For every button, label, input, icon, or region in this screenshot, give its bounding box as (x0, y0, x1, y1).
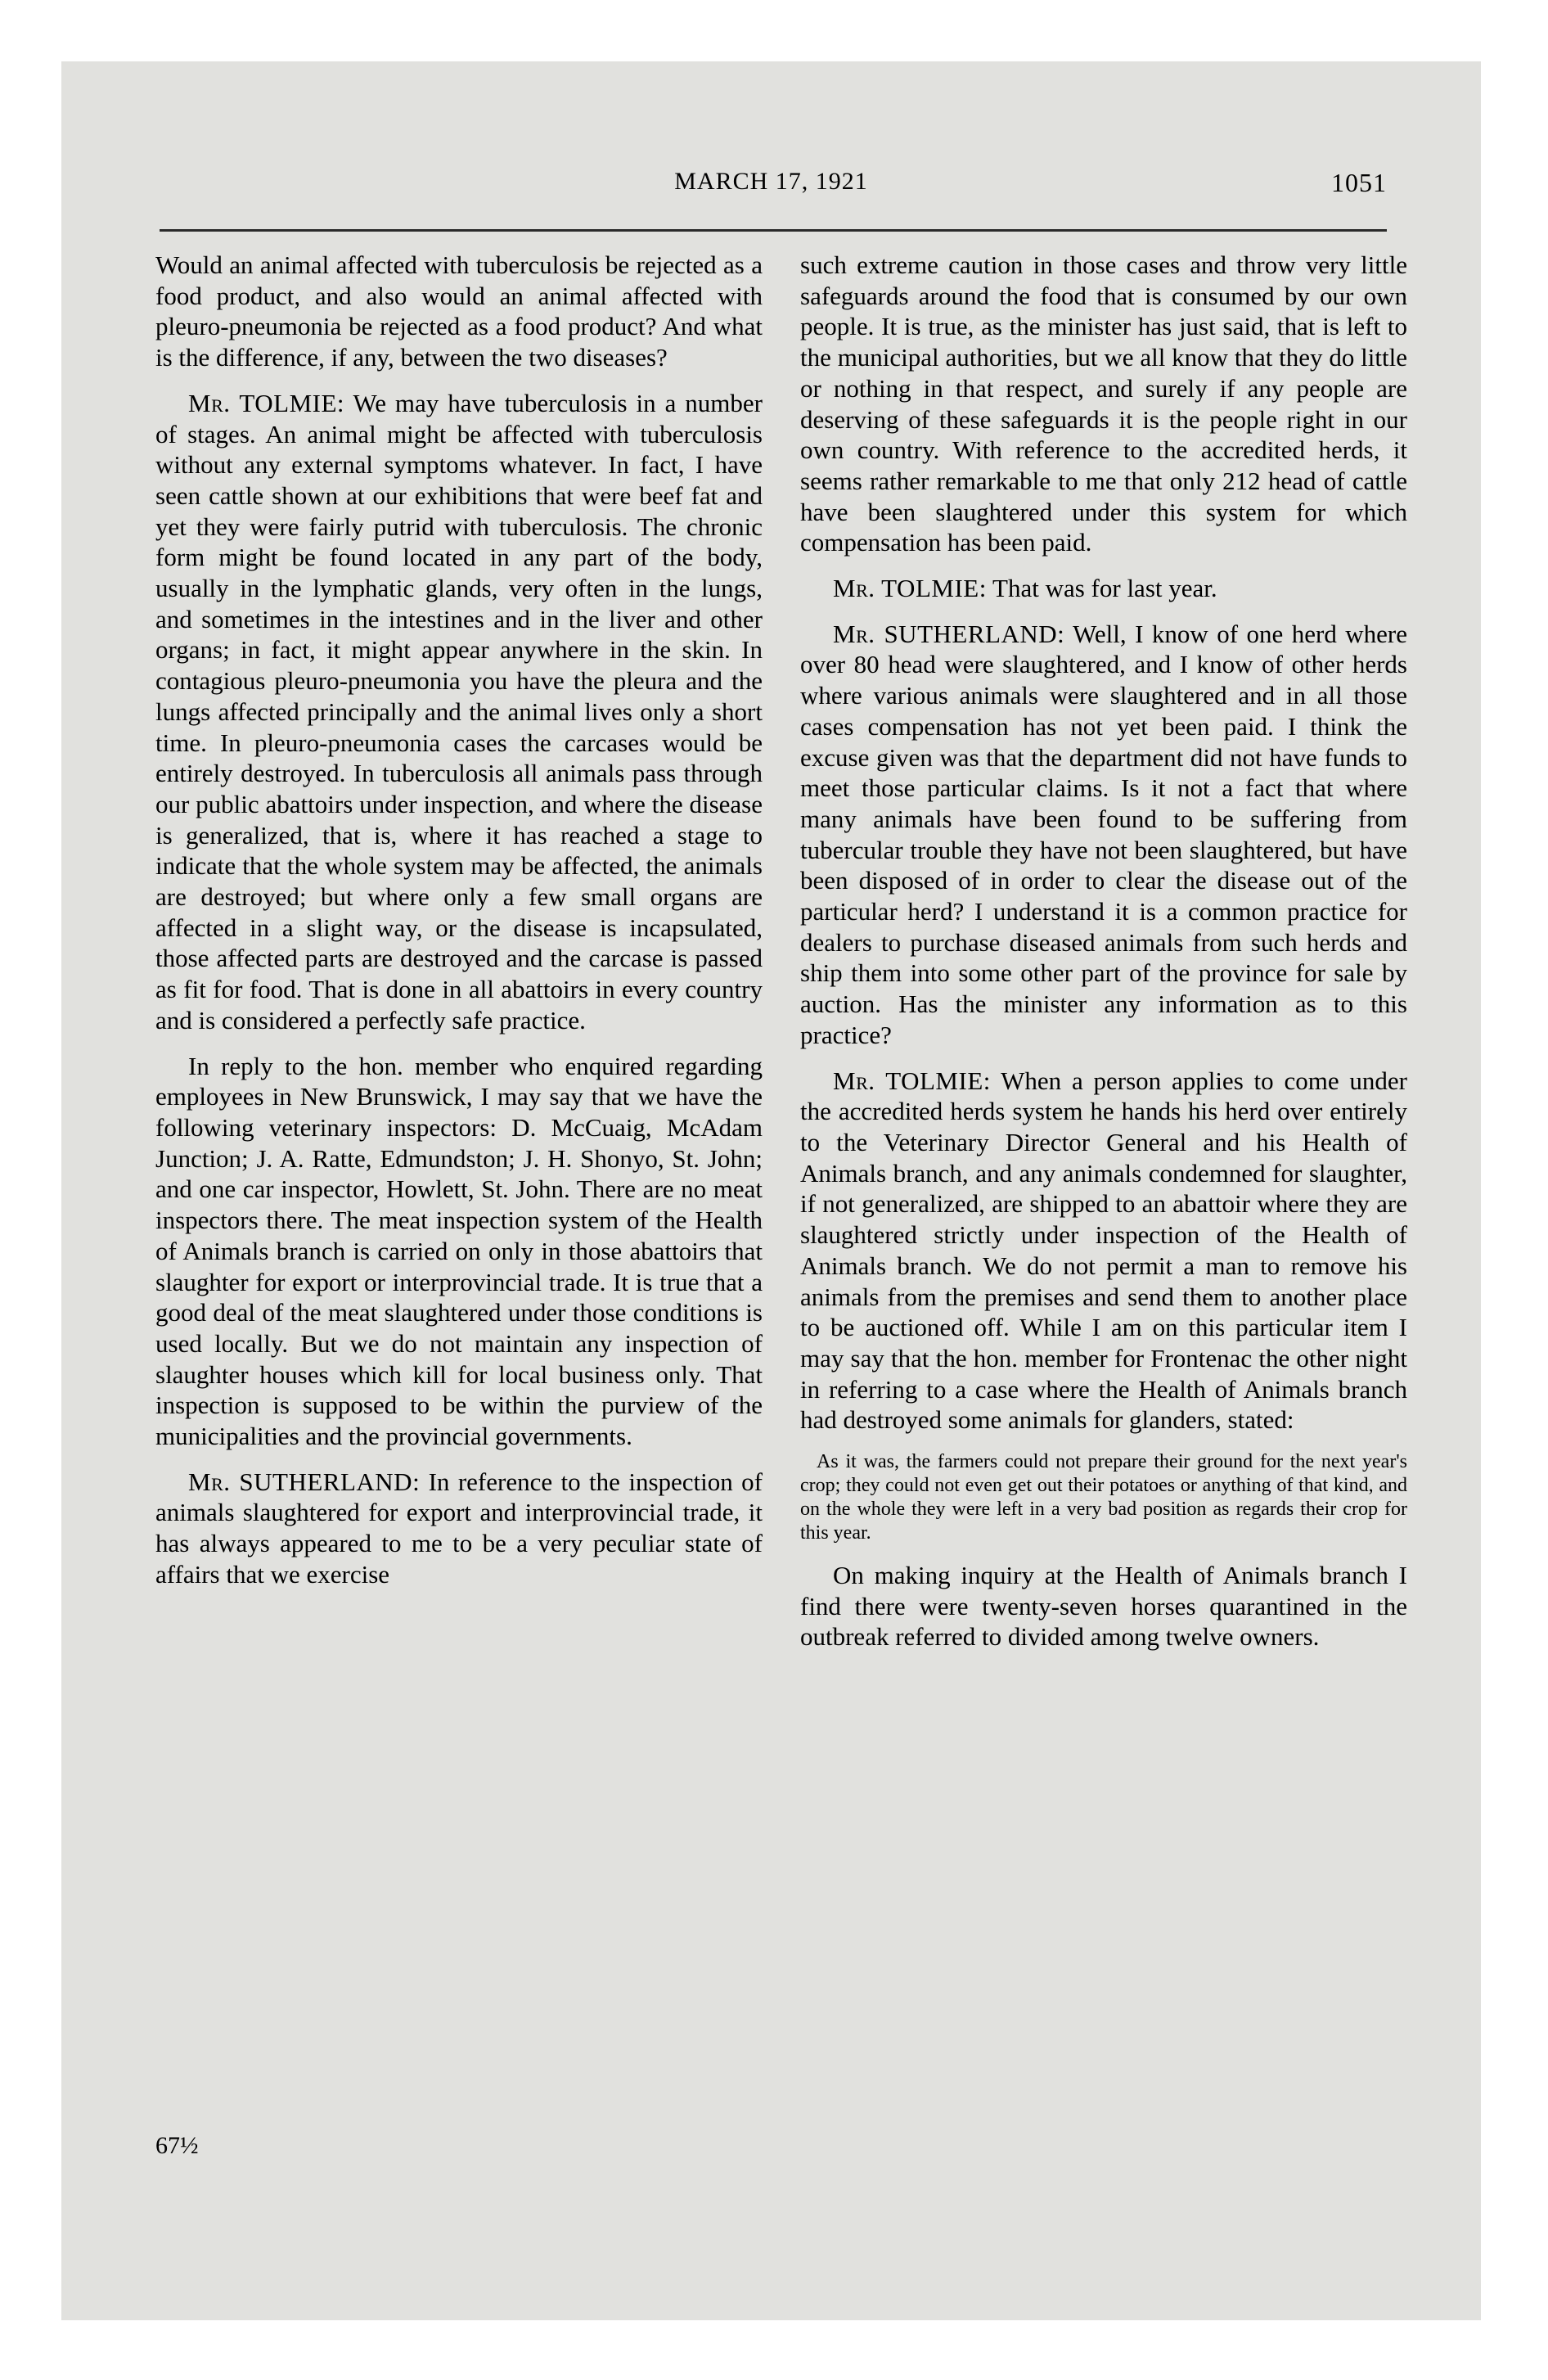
paragraph-text: In reply to the hon. member who enquired regarding employees in New Brunswick, I may say that we have the following veterinary inspectors: D. McCuaig, McAdam Junction; J. A. Ratte, Edmundston; J. H. Shonyo, St. John; and one car inspector, Howlett, St. John. There are no meat inspectors there. The meat inspection system of the Health of Animals branch is carried on only in those abattoirs that slaughter for export or interprovincial trade. It is true that a good deal of the meat slaughtered under those conditions is used locally. But we do not maintain any inspection of slaughter houses which kill for local business only. That inspection is supposed to be within the purview of the municipalities and the provincial governments. (155, 1051, 763, 1451)
page-header (155, 168, 1387, 217)
speaker-label: Mr. TOLMIE: (833, 1066, 991, 1095)
paragraph-text: That was for last year. (992, 574, 1217, 603)
paragraph (155, 1051, 763, 1452)
paragraph (155, 250, 763, 373)
paragraph (155, 388, 763, 1036)
paragraph-text: On making inquiry at the Health of Animals branch I find there were twenty-seven horses quarantined in the outbreak referred to divided among twelve owners. (800, 1561, 1407, 1652)
paragraph-text: In reference to the inspection of animals slaughtered for export and interprovincial trade, it has always appeared to me to be a very peculiar state of affairs that we exercise (155, 1467, 763, 1589)
header-page-number: 1051 (1331, 168, 1387, 197)
left-column (155, 250, 763, 1605)
speaker-label: Mr. TOLMIE: (188, 388, 345, 417)
paragraph (800, 1560, 1407, 1652)
paragraph-text: such extreme caution in those cases and throw very little safeguards around the food that is consumed by our own people. It is true, as the minister has just said, that is left to the municipal authorities, but we all know that they do little or nothing in that respect, and surely if any people are deserving of these safeguards it is the people right in our own country. With reference to the accredited herds, it seems rather remarkable to me that only 212 head of cattle have been slaughtered under this system for which compensation has been paid. (800, 250, 1407, 557)
paragraph (800, 1066, 1407, 1436)
header-rule (160, 229, 1387, 232)
speaker-label: Mr. SUTHERLAND: (188, 1467, 421, 1496)
paragraph-text: Well, I know of one herd where over 80 head were slaughtered, and I know of other herds where various animals were slaughtered and in all those cases compensation has not yet been paid. I think the excuse given was that the department did not have funds to meet those particular claims. Is it not a fact that where many animals have been found to be suffering from tubercular trouble they have not been slaughtered, but have been disposed of in order to clear the disease out of the particular herd? I understand it is a common practice for dealers to purchase diseased animals from such herds and ship them into some other part of the province for sale by auction. Has the minister any information as to this practice? (800, 619, 1407, 1049)
paragraph (800, 619, 1407, 1051)
paragraph (800, 250, 1407, 558)
paragraph-text: When a person applies to come under the accredited herds system he hands his herd over entirely to the Veterinary Director General and his Health of Animals branch, and any animals condemned for slaughter, if not generalized, are shipped to an abattoir where they are slaughtered strictly under inspection of the Health of Animals branch. We do not permit a man to remove his animals from the premises and send them to another place to be auctioned off. While I am on this particular item I may say that the hon. member for Frontenac the other night in referring to a case where the Health of Animals branch had destroyed some animals for glanders, stated: (800, 1066, 1407, 1435)
right-column (800, 250, 1407, 1667)
speaker-label: Mr. TOLMIE: (833, 574, 987, 603)
header-date: MARCH 17, 1921 (674, 168, 868, 195)
paragraph (800, 573, 1407, 604)
speaker-label: Mr. SUTHERLAND: (833, 619, 1065, 648)
paragraph-text: Would an animal affected with tuberculosis be rejected as a food product, and also would an animal affected with pleuro-pneumonia be rejected as a food product? And what is the difference, if any, between the two diseases? (155, 250, 763, 372)
folio-mark: 67½ (155, 2132, 199, 2159)
block-quote: As it was, the farmers could not prepare their ground for the next year's crop; they could not even get out their potatoes or anything of that kind, and on the whole they were left in a very bad position as regards their crop for this year. (800, 1451, 1407, 1544)
paragraph (155, 1467, 763, 1590)
paragraph-text: We may have tuberculosis in a number of stages. An animal might be affected with tuberculosis without any external symptoms whatever. In fact, I have seen cattle shown at our exhibitions that were beef fat and yet they were fairly putrid with tuberculosis. The chronic form might be found located in any part of the body, usually in the lymphatic glands, very often in the lungs, and sometimes in the intestines and in the liver and other organs; in fact, it might appear anywhere in the skin. In contagious pleuro-pneumonia you have the pleura and the lungs affected principally and the animal lives only a short time. In pleuro-pneumonia cases the carcases would be entirely destroyed. In tuberculosis all animals pass through our public abattoirs under inspection, and where the disease is generalized, that is, where it has reached a stage to indicate that the whole system may be affected, the animals are destroyed; but where only a few small organs are affected in a slight way, or the disease is incapsulated, those affected parts are destroyed and the carcase is passed as fit for food. That is done in all abattoirs in every country and is considered a perfectly safe practice. (155, 388, 763, 1034)
